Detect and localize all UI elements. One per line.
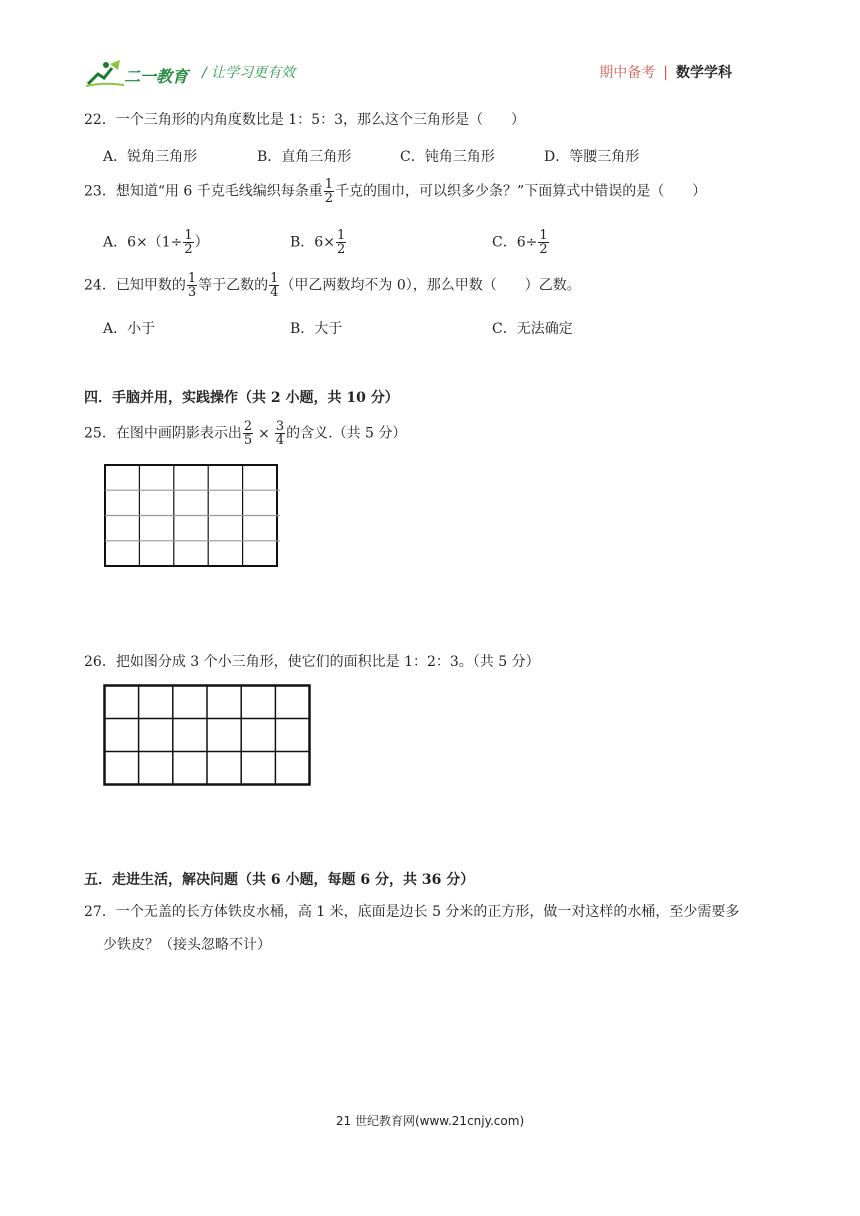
q24-fraction-2: [269, 272, 279, 299]
q24-fraction-1-numerator: 1: [187, 271, 197, 286]
q22-option-d: D．等腰三角形: [544, 149, 640, 165]
q23-option-b-denominator: 2: [336, 242, 346, 257]
question-26-stem: 26．把如图分成 3 个小三角形，使它们的面积比是 1：2：3。（共 5 分）: [84, 654, 540, 670]
q24-fraction-2-denominator: 4: [270, 285, 279, 300]
question-24-stem: [84, 272, 581, 299]
q23-option-c-denominator: 2: [539, 242, 548, 257]
q23-option-a-text: A．6×（1÷: [103, 234, 183, 251]
logo-text: 二一教育: [124, 67, 189, 86]
q25-stem-part-a: 25．在图中画阴影表示出: [84, 425, 242, 442]
q23-stem-part-a: 23．想知道“用 6 千克毛线编织每条重: [84, 183, 323, 200]
q24-option-a: A．小于: [103, 321, 156, 337]
q23-option-a-fraction: [183, 229, 193, 256]
q25-fraction-2-denominator: 4: [275, 433, 285, 448]
q24-option-c: C．无法确定: [492, 321, 573, 337]
header-separator: |: [663, 65, 668, 81]
section-4-title: 四．手脑并用，实践操作（共 2 小题，共 10 分）: [84, 390, 399, 406]
q25-times-sign: ×: [258, 425, 270, 442]
q23-option-c: [492, 229, 550, 256]
q23-fraction-numerator: 1: [324, 177, 334, 192]
q23-stem-part-b: 千克的围巾，可以织多少条？”下面算式中错误的是（ ）: [335, 183, 707, 200]
q24-fraction-1: [187, 272, 197, 299]
question-23-stem: [84, 178, 706, 205]
q23-fraction: [324, 178, 334, 205]
q23-option-c-numerator: 1: [539, 228, 548, 243]
q22-option-c: C．钝角三角形: [400, 149, 495, 165]
q24-stem-part-b: 等于乙数的: [198, 277, 269, 294]
question-27-line-1: 27．一个无盖的长方体铁皮水桶，高 1 米，底面是边长 5 分米的正方形，做一对这样的水桶，至少需要多: [84, 904, 740, 920]
q24-fraction-2-numerator: 1: [270, 271, 279, 286]
q23-option-c-text: C．6÷: [492, 234, 538, 251]
q23-option-b-text: B．6×: [290, 234, 335, 251]
q23-option-a-numerator: 1: [184, 228, 193, 243]
q24-stem-part-c: （甲乙两数均不为 0），那么甲数（ ）乙数。: [280, 277, 581, 294]
question-25-stem: [84, 420, 406, 447]
subject-label: 数学学科: [676, 65, 732, 81]
q24-fraction-1-denominator: 3: [187, 285, 197, 300]
q23-option-a: [103, 229, 209, 256]
q24-option-b: B．大于: [290, 321, 343, 337]
q25-fraction-1: [243, 420, 253, 447]
q25-fraction-1-denominator: 5: [243, 433, 253, 448]
q25-fraction-2-numerator: 3: [275, 419, 285, 434]
q23-option-b: [290, 229, 347, 256]
q23-option-c-fraction: [538, 229, 548, 256]
header-right: [599, 62, 732, 82]
q23-option-b-fraction: [336, 229, 346, 256]
question-27-line-2: 少铁皮？（接头忽略不计）: [103, 937, 271, 953]
slogan: / 让学习更有效: [202, 65, 296, 81]
q25-stem-part-b: 的含义.（共 5 分）: [286, 425, 407, 442]
question-22-stem: 22．一个三角形的内角度数比是 1：5：3，那么这个三角形是（ ）: [84, 112, 525, 128]
q25-grid-5x4: [104, 464, 280, 568]
page-footer: 21 世纪教育网(www.21cnjy.com): [335, 1114, 525, 1128]
q24-stem-part-a: 24．已知甲数的: [84, 277, 186, 294]
q25-fraction-2: [275, 420, 285, 447]
q23-option-b-numerator: 1: [336, 228, 346, 243]
section-5-title: 五．走进生活，解决问题（共 6 小题，每题 6 分，共 36 分）: [84, 872, 475, 888]
q23-option-a-denominator: 2: [184, 242, 193, 257]
q22-option-a: A．锐角三角形: [103, 149, 198, 165]
logo: [84, 58, 196, 90]
q22-option-b: B．直角三角形: [257, 149, 352, 165]
q25-fraction-1-numerator: 2: [243, 419, 253, 434]
exam-label: 期中备考: [599, 65, 656, 81]
q23-fraction-denominator: 2: [324, 191, 334, 206]
q23-option-a-close: ）: [194, 234, 209, 251]
q26-grid-6x3: [103, 684, 313, 788]
